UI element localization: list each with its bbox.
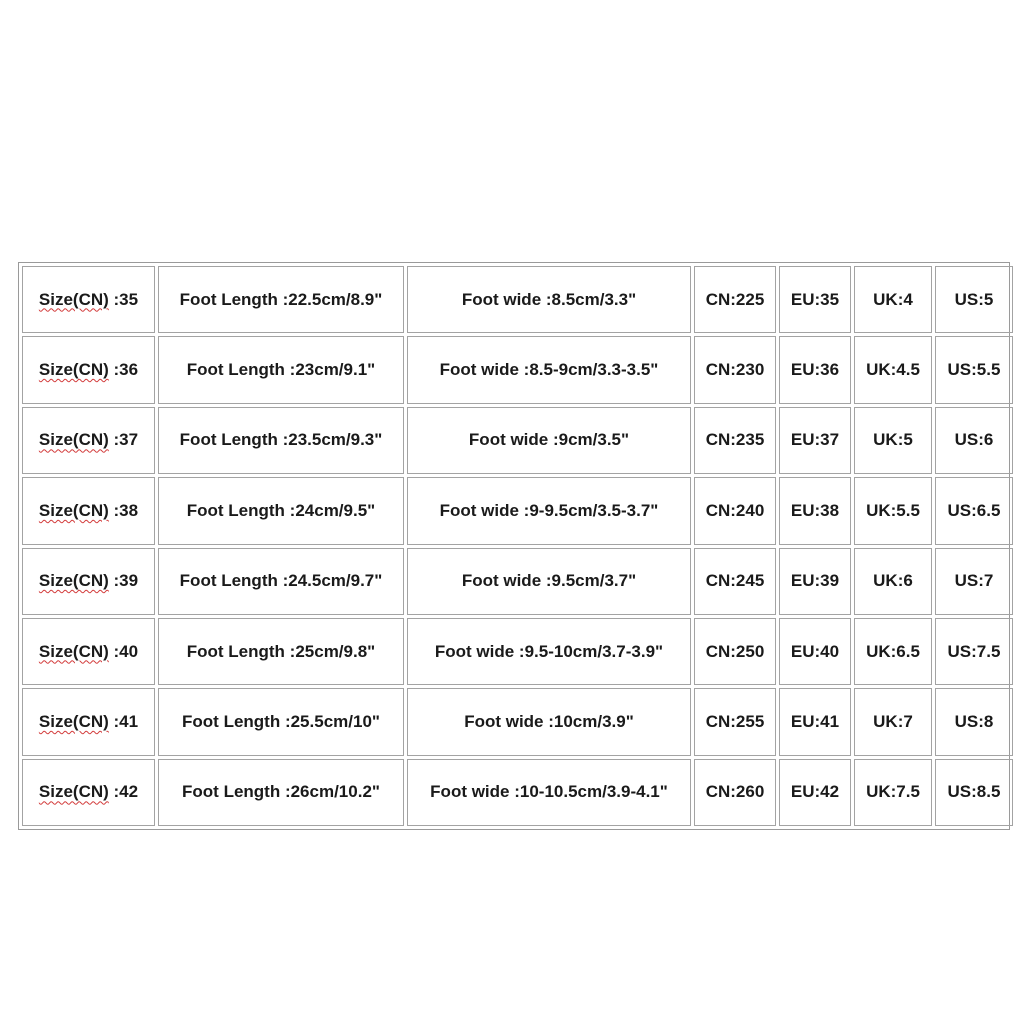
foot-wide-cell: Foot wide :10-10.5cm/3.9-4.1" — [407, 759, 691, 826]
uk-size-cell: UK:6 — [854, 548, 932, 615]
eu-size-cell: EU:41 — [779, 688, 851, 755]
foot-wide-cell: Foot wide :9cm/3.5" — [407, 407, 691, 474]
cn-size-cell: CN:255 — [694, 688, 776, 755]
size-chart-table — [19, 263, 1016, 829]
foot-wide-cell: Foot wide :9.5cm/3.7" — [407, 548, 691, 615]
uk-size-cell: UK:6.5 — [854, 618, 932, 685]
size-value: :36 — [108, 360, 139, 380]
cn-size-cell: CN:250 — [694, 618, 776, 685]
us-size-cell: US:5.5 — [935, 336, 1013, 403]
us-size-cell: US:8 — [935, 688, 1013, 755]
cn-size-cell: CN:240 — [694, 477, 776, 544]
foot-length-cell: Foot Length :24.5cm/9.7" — [158, 548, 404, 615]
size-label: Size(CN) — [38, 571, 109, 591]
us-size-cell: US:6 — [935, 407, 1013, 474]
uk-size-cell: UK:4.5 — [854, 336, 932, 403]
uk-size-cell: UK:7 — [854, 688, 932, 755]
table-row — [22, 548, 1013, 615]
size-cn-cell — [22, 688, 155, 755]
size-value: :40 — [108, 641, 139, 661]
foot-wide-cell: Foot wide :8.5-9cm/3.3-3.5" — [407, 336, 691, 403]
size-chart-body — [22, 266, 1013, 826]
cn-size-cell: CN:260 — [694, 759, 776, 826]
foot-wide-cell: Foot wide :9.5-10cm/3.7-3.9" — [407, 618, 691, 685]
foot-length-cell: Foot Length :24cm/9.5" — [158, 477, 404, 544]
size-label: Size(CN) — [38, 782, 109, 802]
cn-size-cell: CN:225 — [694, 266, 776, 333]
size-value: :41 — [108, 711, 139, 731]
foot-length-cell: Foot Length :25.5cm/10" — [158, 688, 404, 755]
foot-wide-cell: Foot wide :8.5cm/3.3" — [407, 266, 691, 333]
eu-size-cell: EU:42 — [779, 759, 851, 826]
size-cn-cell — [22, 477, 155, 544]
size-chart — [18, 262, 1010, 830]
us-size-cell: US:7.5 — [935, 618, 1013, 685]
cn-size-cell: CN:235 — [694, 407, 776, 474]
eu-size-cell: EU:36 — [779, 336, 851, 403]
size-label: Size(CN) — [38, 430, 109, 450]
table-row — [22, 407, 1013, 474]
table-row — [22, 618, 1013, 685]
size-cn-cell — [22, 548, 155, 615]
size-value: :35 — [108, 289, 139, 309]
size-cn-cell — [22, 618, 155, 685]
table-row — [22, 266, 1013, 333]
eu-size-cell: EU:37 — [779, 407, 851, 474]
us-size-cell: US:8.5 — [935, 759, 1013, 826]
cn-size-cell: CN:230 — [694, 336, 776, 403]
uk-size-cell: UK:5 — [854, 407, 932, 474]
size-value: :38 — [108, 500, 139, 520]
size-label: Size(CN) — [38, 500, 109, 520]
size-cn-cell — [22, 759, 155, 826]
size-value: :37 — [108, 430, 139, 450]
size-cn-cell — [22, 266, 155, 333]
cn-size-cell: CN:245 — [694, 548, 776, 615]
table-row — [22, 336, 1013, 403]
foot-length-cell: Foot Length :23.5cm/9.3" — [158, 407, 404, 474]
table-row — [22, 477, 1013, 544]
eu-size-cell: EU:35 — [779, 266, 851, 333]
eu-size-cell: EU:40 — [779, 618, 851, 685]
foot-wide-cell: Foot wide :9-9.5cm/3.5-3.7" — [407, 477, 691, 544]
eu-size-cell: EU:39 — [779, 548, 851, 615]
eu-size-cell: EU:38 — [779, 477, 851, 544]
us-size-cell: US:6.5 — [935, 477, 1013, 544]
size-cn-cell — [22, 407, 155, 474]
us-size-cell: US:5 — [935, 266, 1013, 333]
size-label: Size(CN) — [38, 360, 109, 380]
foot-length-cell: Foot Length :26cm/10.2" — [158, 759, 404, 826]
table-row — [22, 688, 1013, 755]
table-row — [22, 759, 1013, 826]
size-label: Size(CN) — [38, 711, 109, 731]
foot-wide-cell: Foot wide :10cm/3.9" — [407, 688, 691, 755]
foot-length-cell: Foot Length :25cm/9.8" — [158, 618, 404, 685]
uk-size-cell: UK:5.5 — [854, 477, 932, 544]
foot-length-cell: Foot Length :23cm/9.1" — [158, 336, 404, 403]
foot-length-cell: Foot Length :22.5cm/8.9" — [158, 266, 404, 333]
uk-size-cell: UK:7.5 — [854, 759, 932, 826]
size-label: Size(CN) — [38, 641, 109, 661]
size-label: Size(CN) — [38, 289, 109, 309]
size-value: :39 — [108, 571, 139, 591]
size-value: :42 — [108, 782, 139, 802]
us-size-cell: US:7 — [935, 548, 1013, 615]
size-cn-cell — [22, 336, 155, 403]
uk-size-cell: UK:4 — [854, 266, 932, 333]
